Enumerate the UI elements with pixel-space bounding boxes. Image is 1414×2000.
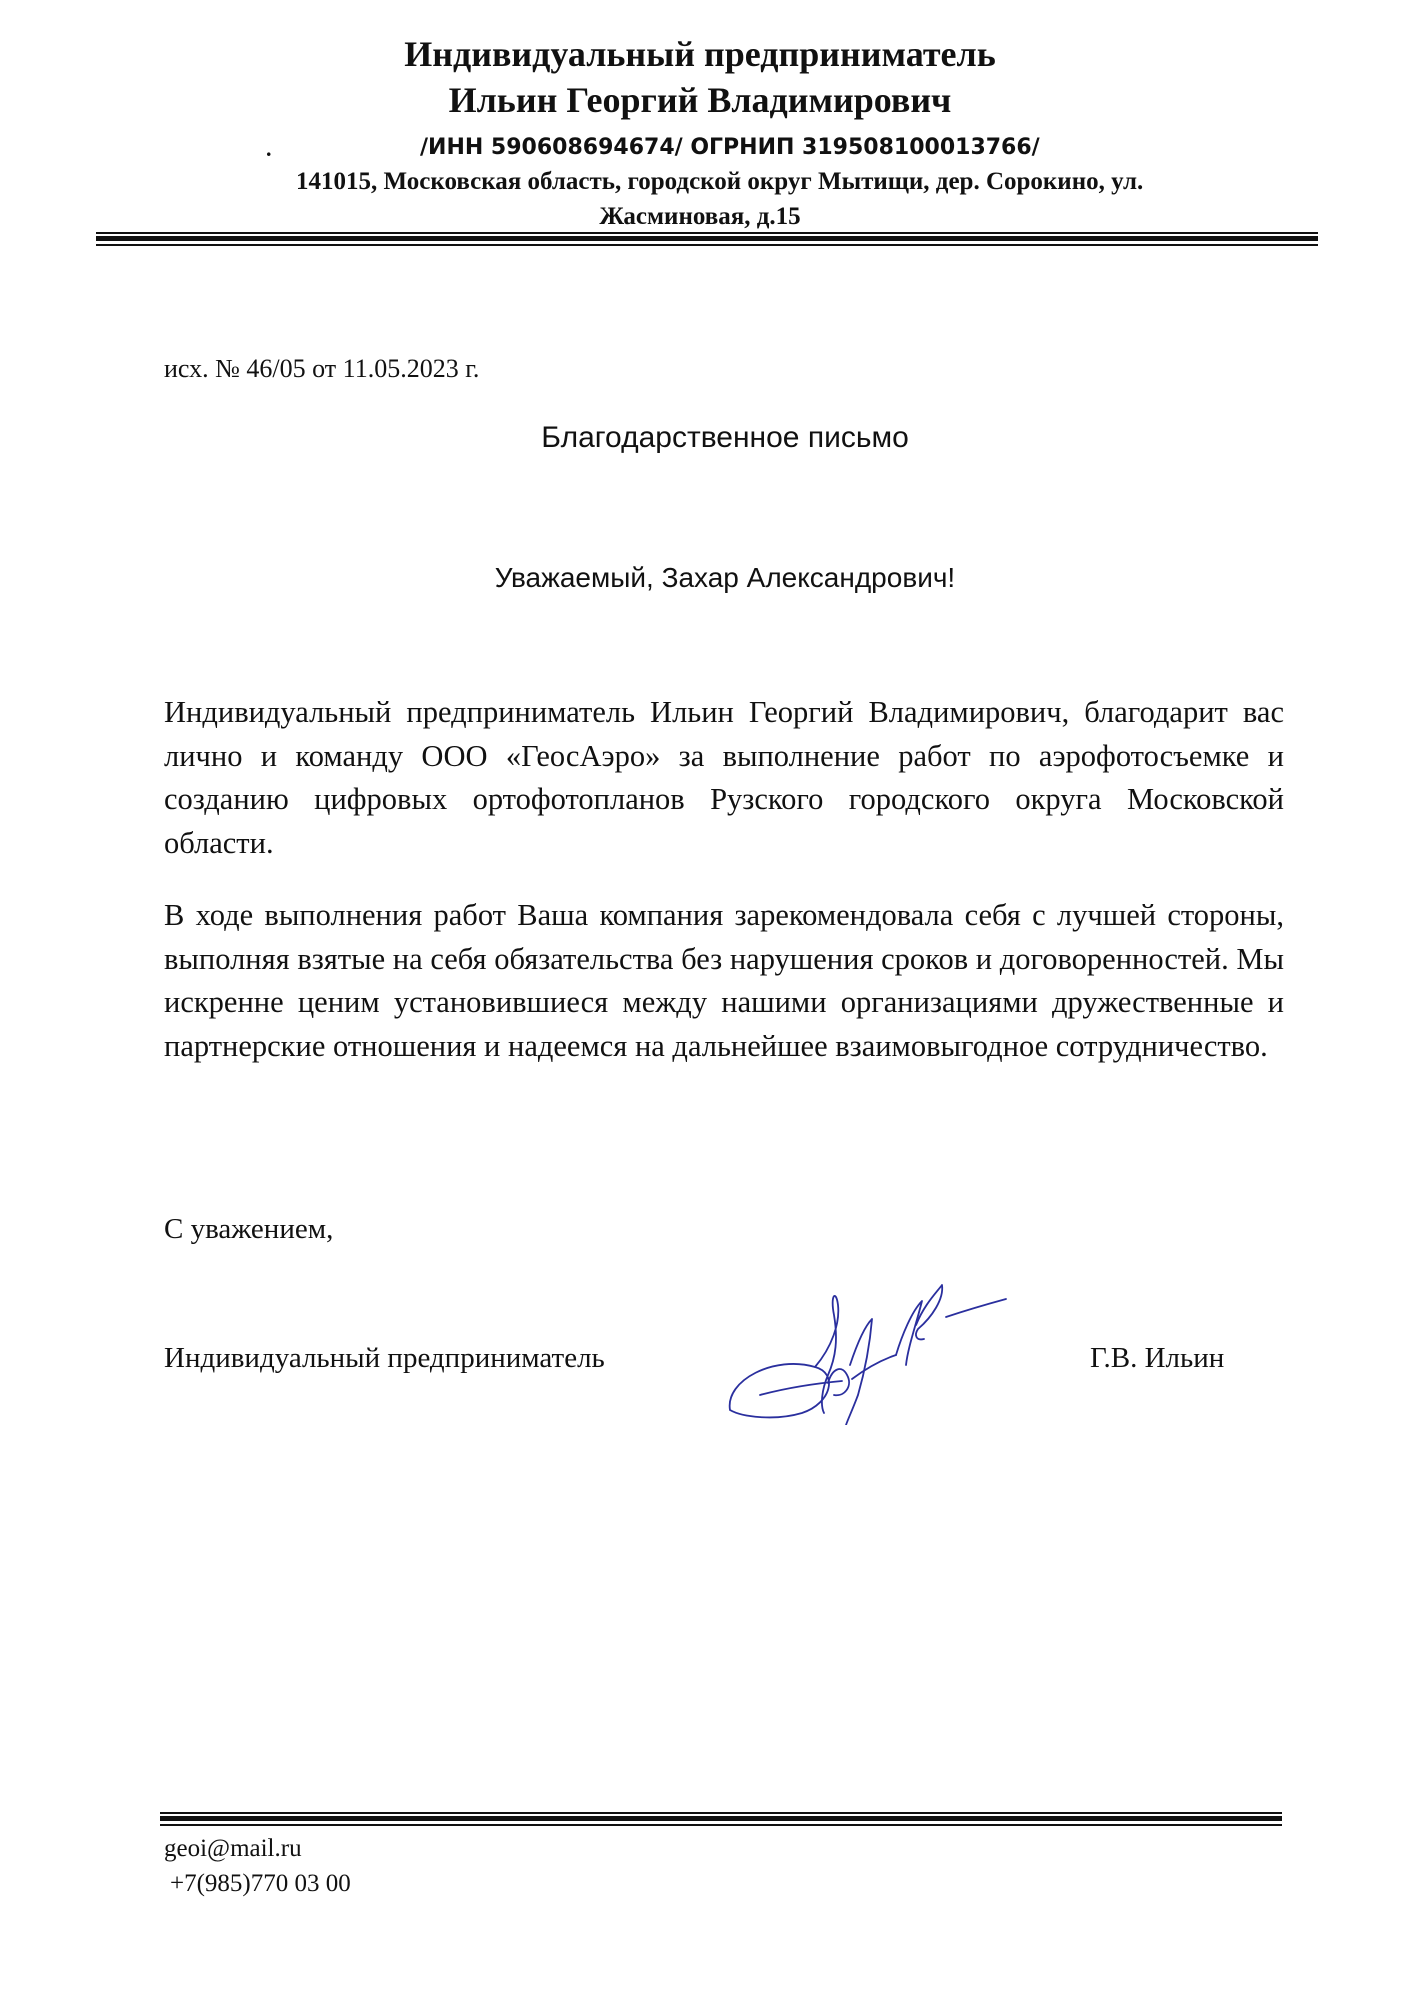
signer-name: Г.В. Ильин: [1090, 1342, 1225, 1374]
handwritten-signature: [720, 1255, 1050, 1425]
signer-role: Индивидуальный предприниматель: [164, 1342, 605, 1374]
body-paragraph-2: В ходе выполнения работ Ваша компания зарекомендовала себя с лучшей стороны, выполняя взятые на себя обязательства без нарушения сроков и договоренностей. Мы искренне ценим установившиеся между нашими организациями дружественные и партнерские отношения и надеемся на дальнейшее взаимовыгодное сотрудничество.: [164, 898, 1284, 1063]
letterhead-address-line2: Жасминовая, д.15: [599, 203, 801, 230]
greeting: Уважаемый, Захар Александрович!: [494, 562, 956, 593]
letterhead-title-line2: Ильин Георгий Владимирович: [448, 80, 952, 120]
outgoing-reference: исх. № 46/05 от 11.05.2023 г.: [164, 354, 480, 383]
body-paragraph-1: Индивидуальный предприниматель Ильин Георгий Владимирович, благодарит вас лично и команду ООО «ГеосАэро» за выполнение работ по аэрофотосъемке и созданию цифровых ортофотопланов Рузского городского округа Московской области.: [164, 695, 1284, 860]
document-title: Благодарственное письмо: [541, 421, 909, 454]
letterhead-dot: .: [266, 136, 272, 161]
letterhead-title-line1: Индивидуальный предприниматель: [404, 34, 996, 74]
footer-email: geoi@mail.ru: [164, 1835, 302, 1862]
letterhead-address-line1: 141015, Московская область, городской округ Мытищи, дер. Сорокино, ул.: [296, 168, 1144, 195]
letterhead-registration-ids: /ИНН 590608694674/ ОГРНИП 319508100013766/: [420, 135, 1040, 160]
footer-phone: +7(985)770 03 00: [170, 1870, 351, 1897]
closing: С уважением,: [164, 1213, 334, 1245]
